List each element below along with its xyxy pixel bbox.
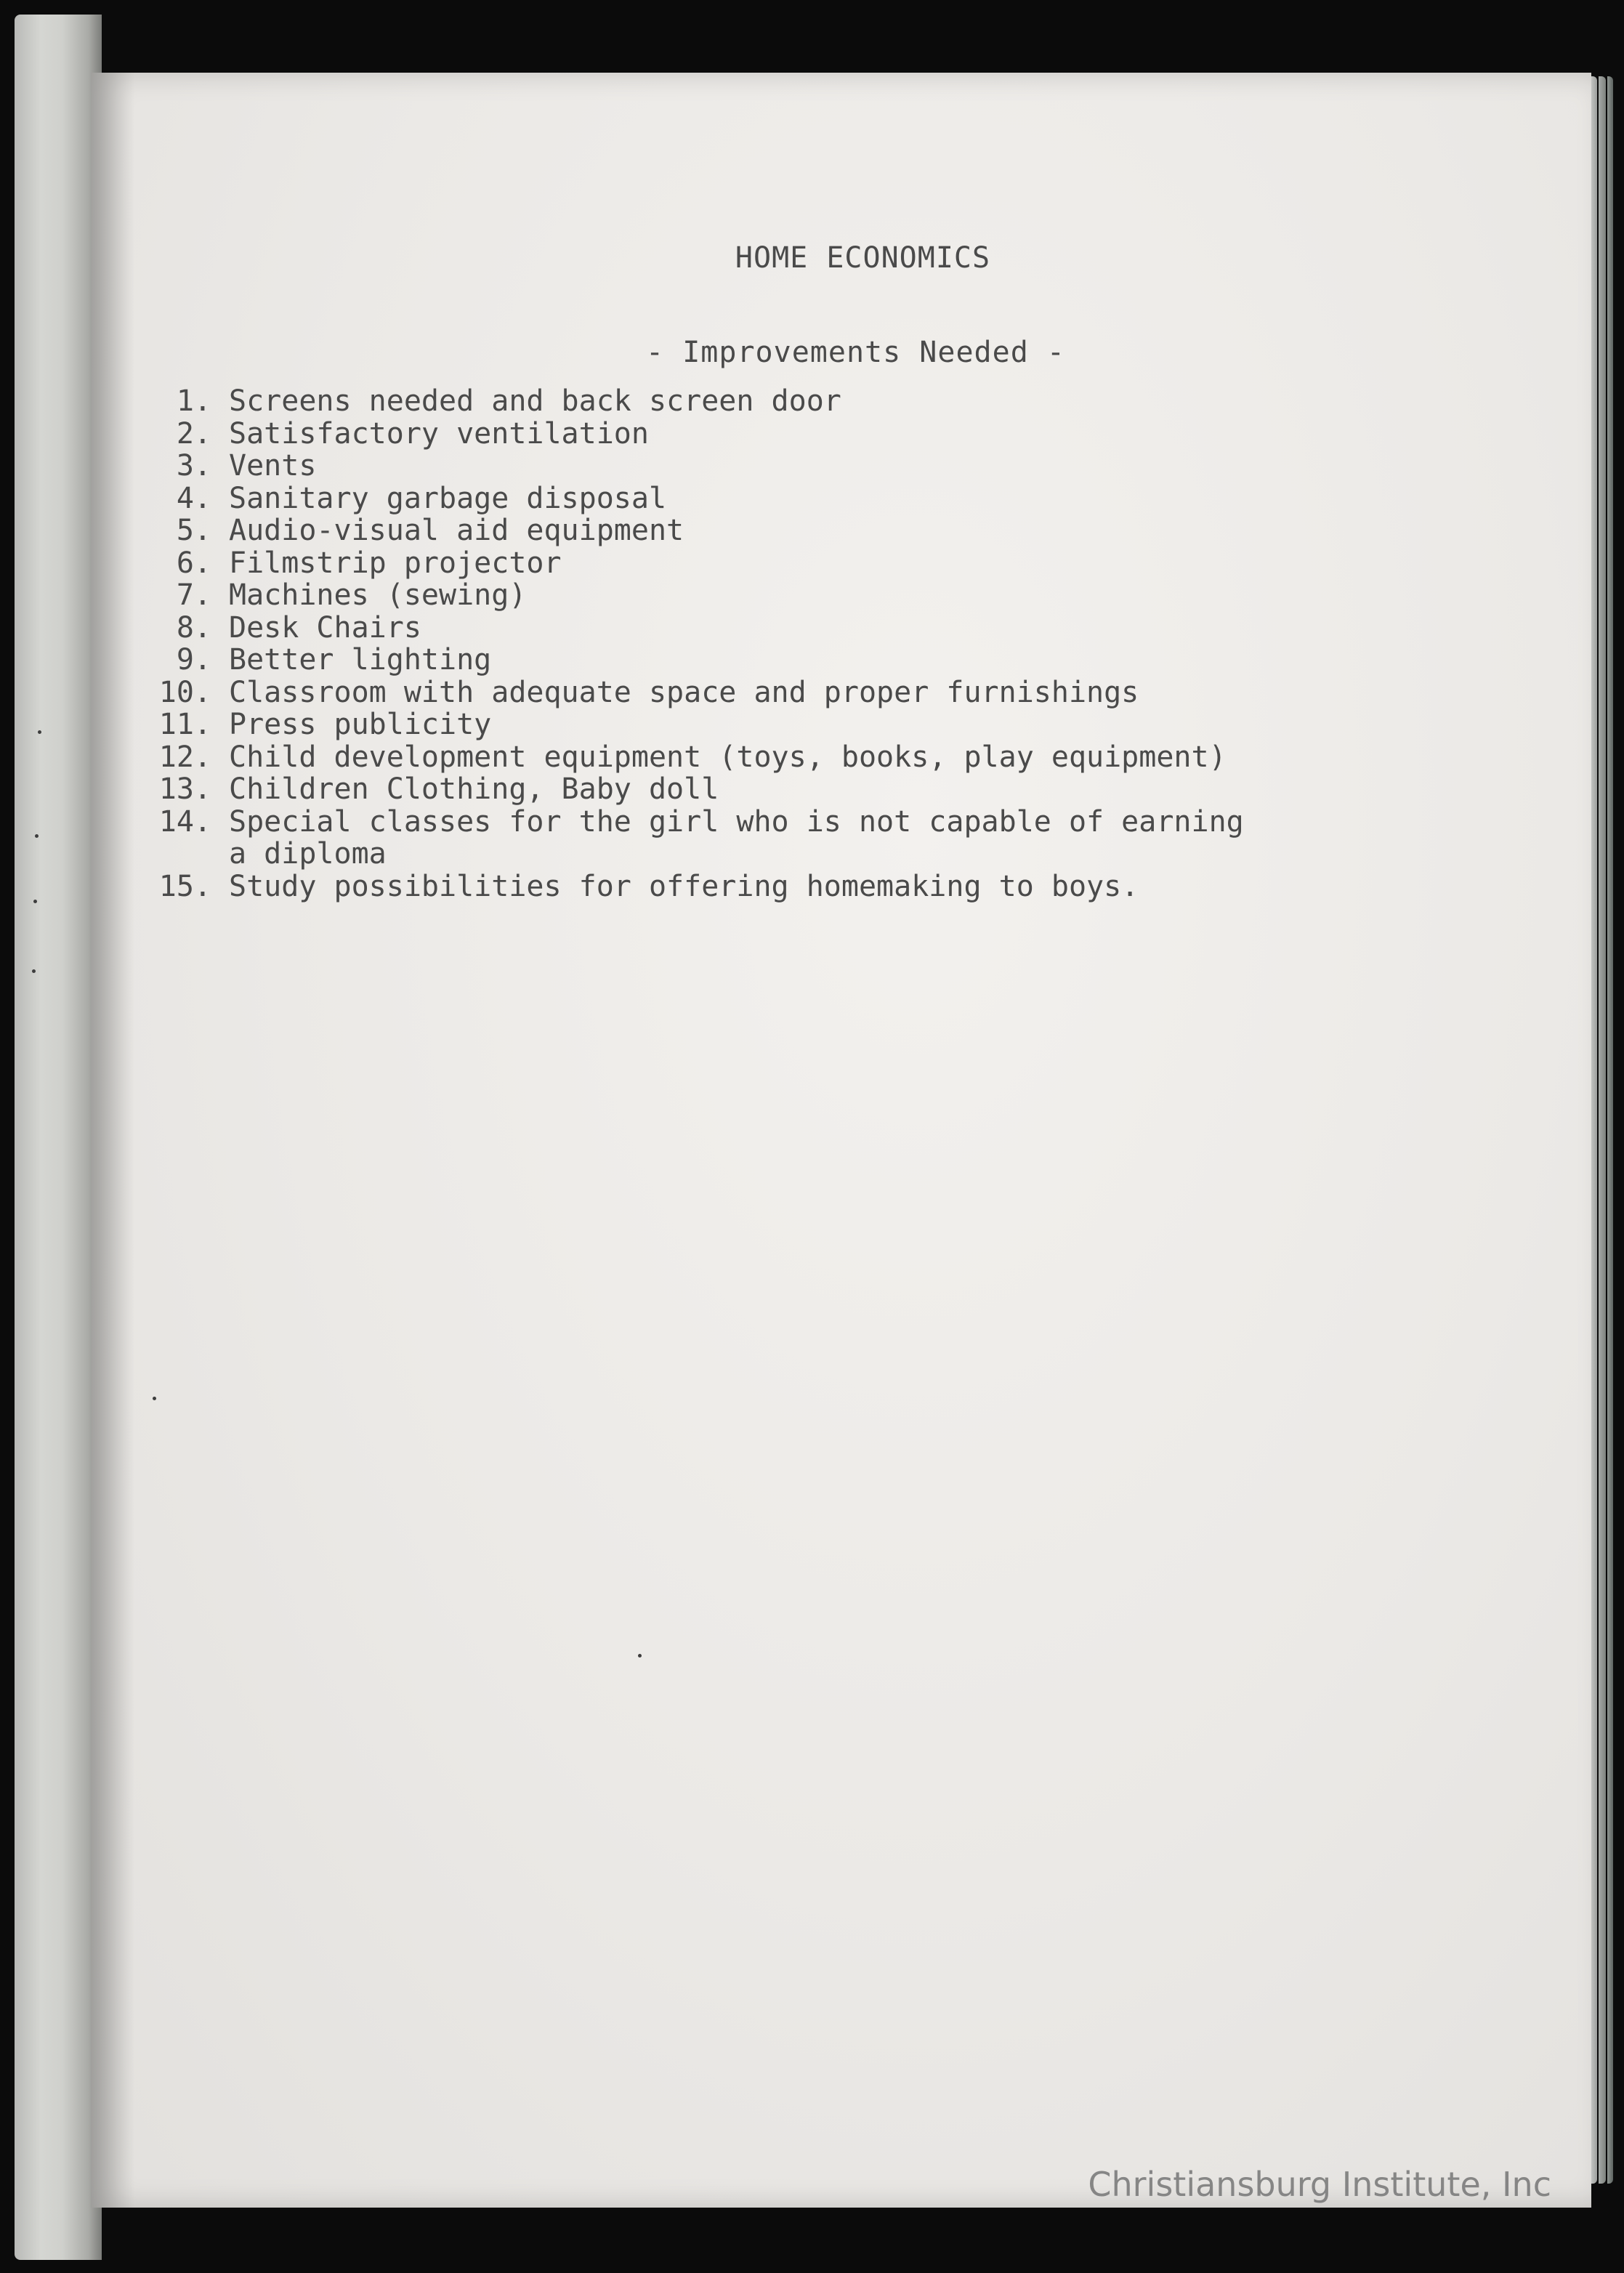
list-item — [149, 385, 1530, 418]
list-item-text: Child development equipment (toys, books, play equipment) — [229, 740, 1227, 774]
paper-speck — [638, 1654, 642, 1658]
list-item-text: Filmstrip projector — [229, 546, 562, 580]
paper-speck — [32, 969, 36, 973]
list-item — [149, 741, 1530, 774]
list-item-text: Children Clothing, Baby doll — [229, 772, 719, 806]
list-item-text: Machines (sewing) — [229, 578, 527, 612]
paper-speck — [38, 730, 41, 734]
list-item-text: Satisfactory ventilation — [229, 416, 649, 451]
list-item-text: Sanitary garbage disposal — [229, 481, 667, 515]
page-stack-edge — [1607, 76, 1613, 2184]
list-item-text: Audio-visual aid equipment — [229, 514, 684, 547]
list-item-number: 11. — [158, 708, 211, 741]
list-item — [149, 773, 1530, 806]
list-item-number: 8. — [176, 610, 211, 645]
list-item-number: 13. — [158, 772, 211, 806]
page-title: HOME ECONOMICS — [735, 241, 991, 275]
document-page — [91, 73, 1591, 2208]
page-subtitle: - Improvements Needed - — [646, 336, 1065, 369]
paper-speck — [33, 900, 37, 903]
list-item-number: 6. — [176, 546, 211, 580]
list-item — [149, 579, 1530, 612]
list-item — [149, 708, 1530, 741]
list-item-number: 7. — [176, 578, 211, 612]
list-item-text: Press publicity — [229, 708, 492, 741]
list-item — [149, 612, 1530, 645]
list-item-number: 1. — [176, 384, 211, 418]
page-stack-edge — [1599, 76, 1606, 2184]
list-item — [149, 514, 1530, 547]
list-item-number: 4. — [176, 481, 211, 515]
improvements-list — [149, 385, 1530, 903]
list-item-number: 3. — [176, 449, 211, 483]
left-page-edge — [15, 15, 102, 2260]
list-item — [149, 483, 1530, 515]
list-item-text: Better lighting — [229, 643, 492, 677]
list-item-text: Screens needed and back screen door — [229, 384, 841, 418]
list-item-number: 14. — [158, 804, 211, 839]
list-item-number: 10. — [158, 675, 211, 709]
list-item-text: Special classes for the girl who is not capable of earning a diploma — [229, 804, 1244, 871]
list-item-text: Vents — [229, 449, 317, 483]
list-item-text: Desk Chairs — [229, 610, 421, 645]
watermark: Christiansburg Institute, Inc — [1088, 2165, 1551, 2204]
list-item-number: 12. — [158, 740, 211, 774]
paper-speck — [153, 1397, 156, 1400]
paper-speck — [35, 834, 39, 838]
list-item-text: Classroom with adequate space and proper furnishings — [229, 675, 1139, 709]
list-item — [149, 644, 1530, 677]
list-item — [149, 677, 1530, 709]
list-item — [149, 418, 1530, 451]
list-item-number: 15. — [158, 869, 211, 903]
list-item — [149, 871, 1530, 903]
list-item-text: Study possibilities for offering homemaking to boys. — [229, 869, 1139, 903]
list-item — [149, 547, 1530, 580]
list-item-number: 9. — [176, 643, 211, 677]
list-item — [149, 806, 1530, 871]
list-item-number: 2. — [176, 416, 211, 451]
list-item-number: 5. — [176, 514, 211, 547]
list-item — [149, 450, 1530, 483]
